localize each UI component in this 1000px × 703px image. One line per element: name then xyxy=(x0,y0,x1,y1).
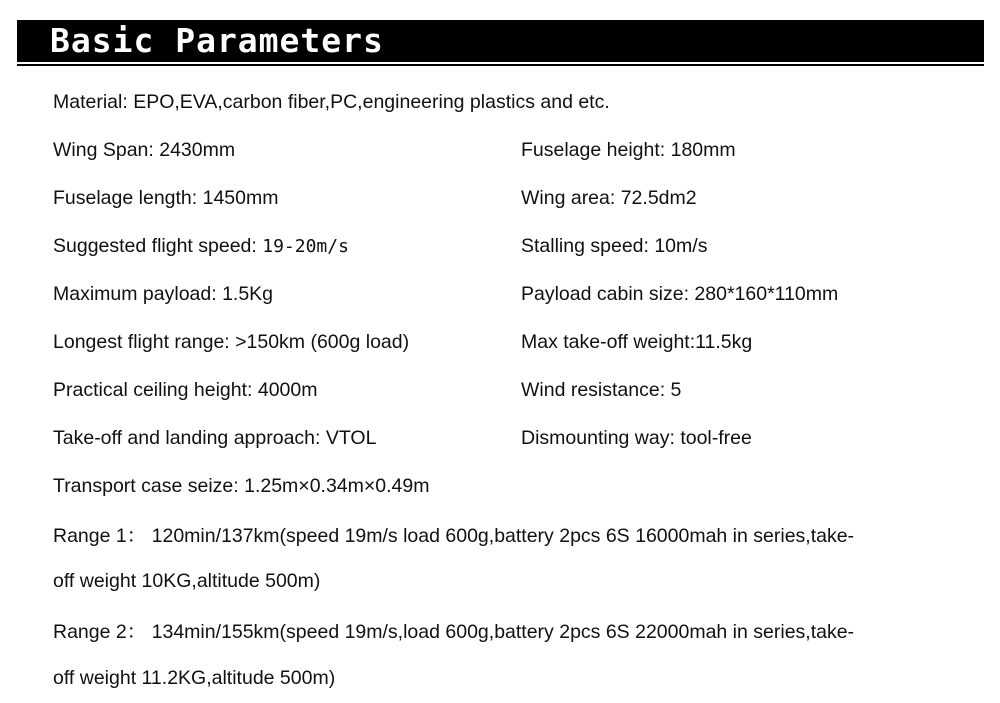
range-1-line-2: off weight 10KG,altitude 500m) xyxy=(53,570,321,592)
param-row xyxy=(53,234,953,258)
suggested-flight-speed-label: Suggested flight speed: xyxy=(53,235,263,257)
dismounting-way: Dismounting way: tool-free xyxy=(521,427,752,449)
range-2-line-1: Range 2： 134min/155km(speed 19m/s,load 600g,battery 2pcs 6S 22000mah in series,take- xyxy=(53,621,855,643)
maximum-payload: Maximum payload: 1.5Kg xyxy=(53,283,274,305)
suggested-flight-speed xyxy=(53,234,349,259)
param-row xyxy=(53,186,953,210)
range-1-line-1: Range 1： 120min/137km(speed 19m/s load 600g,battery 2pcs 6S 16000mah in series,take- xyxy=(53,525,855,547)
wing-area: Wing area: 72.5dm2 xyxy=(521,187,697,209)
suggested-flight-speed-value: 19-20m/s xyxy=(262,236,349,257)
page-title: Basic Parameters xyxy=(50,21,384,60)
param-row xyxy=(53,282,953,306)
material-line: Material: EPO,EVA,carbon fiber,PC,engineering plastics and etc. xyxy=(53,91,610,113)
longest-flight-range: Longest flight range: >150km (600g load) xyxy=(53,331,410,353)
header-divider xyxy=(17,64,984,66)
param-row xyxy=(53,426,953,450)
stalling-speed: Stalling speed: 10m/s xyxy=(521,235,708,257)
transport-case-size: Transport case seize: 1.25m×0.34m×0.49m xyxy=(53,475,430,497)
range-2-line-2: off weight 11.2KG,altitude 500m) xyxy=(53,667,336,689)
param-row xyxy=(53,330,953,354)
wind-resistance: Wind resistance: 5 xyxy=(521,379,682,401)
practical-ceiling-height: Practical ceiling height: 4000m xyxy=(53,379,318,401)
payload-cabin-size: Payload cabin size: 280*160*110mm xyxy=(521,283,839,305)
takeoff-landing-approach: Take-off and landing approach: VTOL xyxy=(53,427,377,449)
fuselage-length: Fuselage length: 1450mm xyxy=(53,187,279,209)
wing-span: Wing Span: 2430mm xyxy=(53,139,236,161)
param-row xyxy=(53,378,953,402)
fuselage-height: Fuselage height: 180mm xyxy=(521,139,736,161)
header-bar xyxy=(17,20,984,62)
max-takeoff-weight: Max take-off weight:11.5kg xyxy=(521,331,753,353)
param-row xyxy=(53,138,953,162)
